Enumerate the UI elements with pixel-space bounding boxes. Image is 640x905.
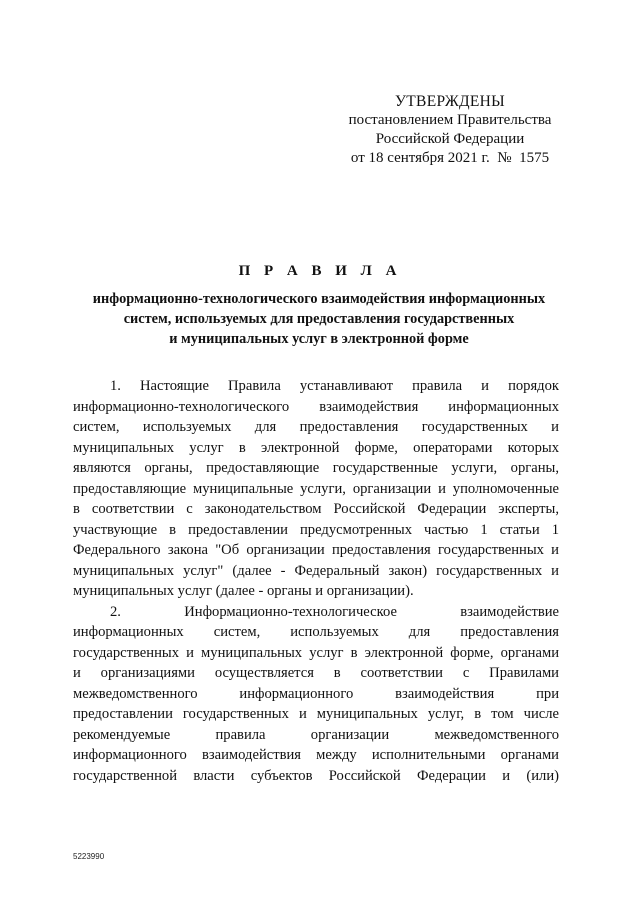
approval-line-2: Российской Федерации (375, 131, 525, 147)
paragraph-1-line: муниципальных услуг" (далее - Федеральный закон) государственных и (73, 562, 559, 579)
approval-line-1: постановлением Правительства (348, 112, 552, 128)
paragraph-1-line: муниципальных услуг (далее - органы и организации). (73, 583, 414, 599)
paragraph-1-line: в соответствии с законодательством Российской Федерации эксперты, (73, 501, 559, 517)
paragraph-2-line: и организациями осуществляется в соответствии с Правилами (73, 665, 559, 681)
paragraph-1-line: 1. Настоящие Правила устанавливают правила и порядок (110, 378, 559, 394)
paragraph-2-line: государственных и муниципальных услуг в электронной форме, органами (73, 644, 559, 661)
paragraph-2-line: информационных систем, используемых для предоставления (73, 624, 559, 640)
paragraph-1-line: систем, используемых для предоставления государственных и (73, 419, 559, 435)
paragraph-1-line: являются органы, предоставляющие государственные услуги, органы, (73, 460, 559, 476)
paragraph-2-line: межведомственного информационного взаимодействия при (73, 685, 559, 702)
approval-stamp (330, 92, 570, 168)
paragraph-2-line: информационного взаимодействия между исполнительными органами (73, 747, 559, 763)
paragraph-2-line: предоставлении государственных и муниципальных услуг, в том числе (73, 706, 559, 722)
paragraph-1-line: участвующие в предоставлении предусмотренных частью 1 статьи 1 (73, 521, 559, 538)
paragraph-1-line: предоставляющие муниципальные услуги, организации и уполномоченные (73, 480, 559, 497)
paragraph-1-line: муниципальных услуг в электронной форме, операторами которых (73, 439, 559, 456)
subtitle-line: информационно-технологического взаимодействия информационных (92, 291, 546, 307)
subtitle-line: и муниципальных услуг в электронной форме (169, 331, 469, 347)
document-title: П Р А В И Л А (238, 263, 402, 279)
document-body (73, 376, 559, 786)
document-subtitle (60, 289, 578, 349)
paragraph-2-line: 2. Информационно-технологическое взаимодействие (110, 603, 559, 620)
document-code: 5223990 (73, 852, 105, 861)
paragraph-2-line: государственной власти субъектов Российской Федерации и (или) (73, 767, 559, 784)
paragraph-2-line: рекомендуемые правила организации межведомственного (73, 726, 559, 743)
approval-title: УТВЕРЖДЕНЫ (395, 93, 505, 110)
paragraph-1-line: Федерального закона "Об организации предоставления государственных и (73, 542, 559, 558)
approval-date-line: от 18 сентября 2021 г. № 1575 (350, 150, 550, 166)
paragraph-1-line: информационно-технологического взаимодействия информационных (73, 398, 559, 415)
subtitle-line: систем, используемых для предоставления государственных (123, 311, 515, 327)
